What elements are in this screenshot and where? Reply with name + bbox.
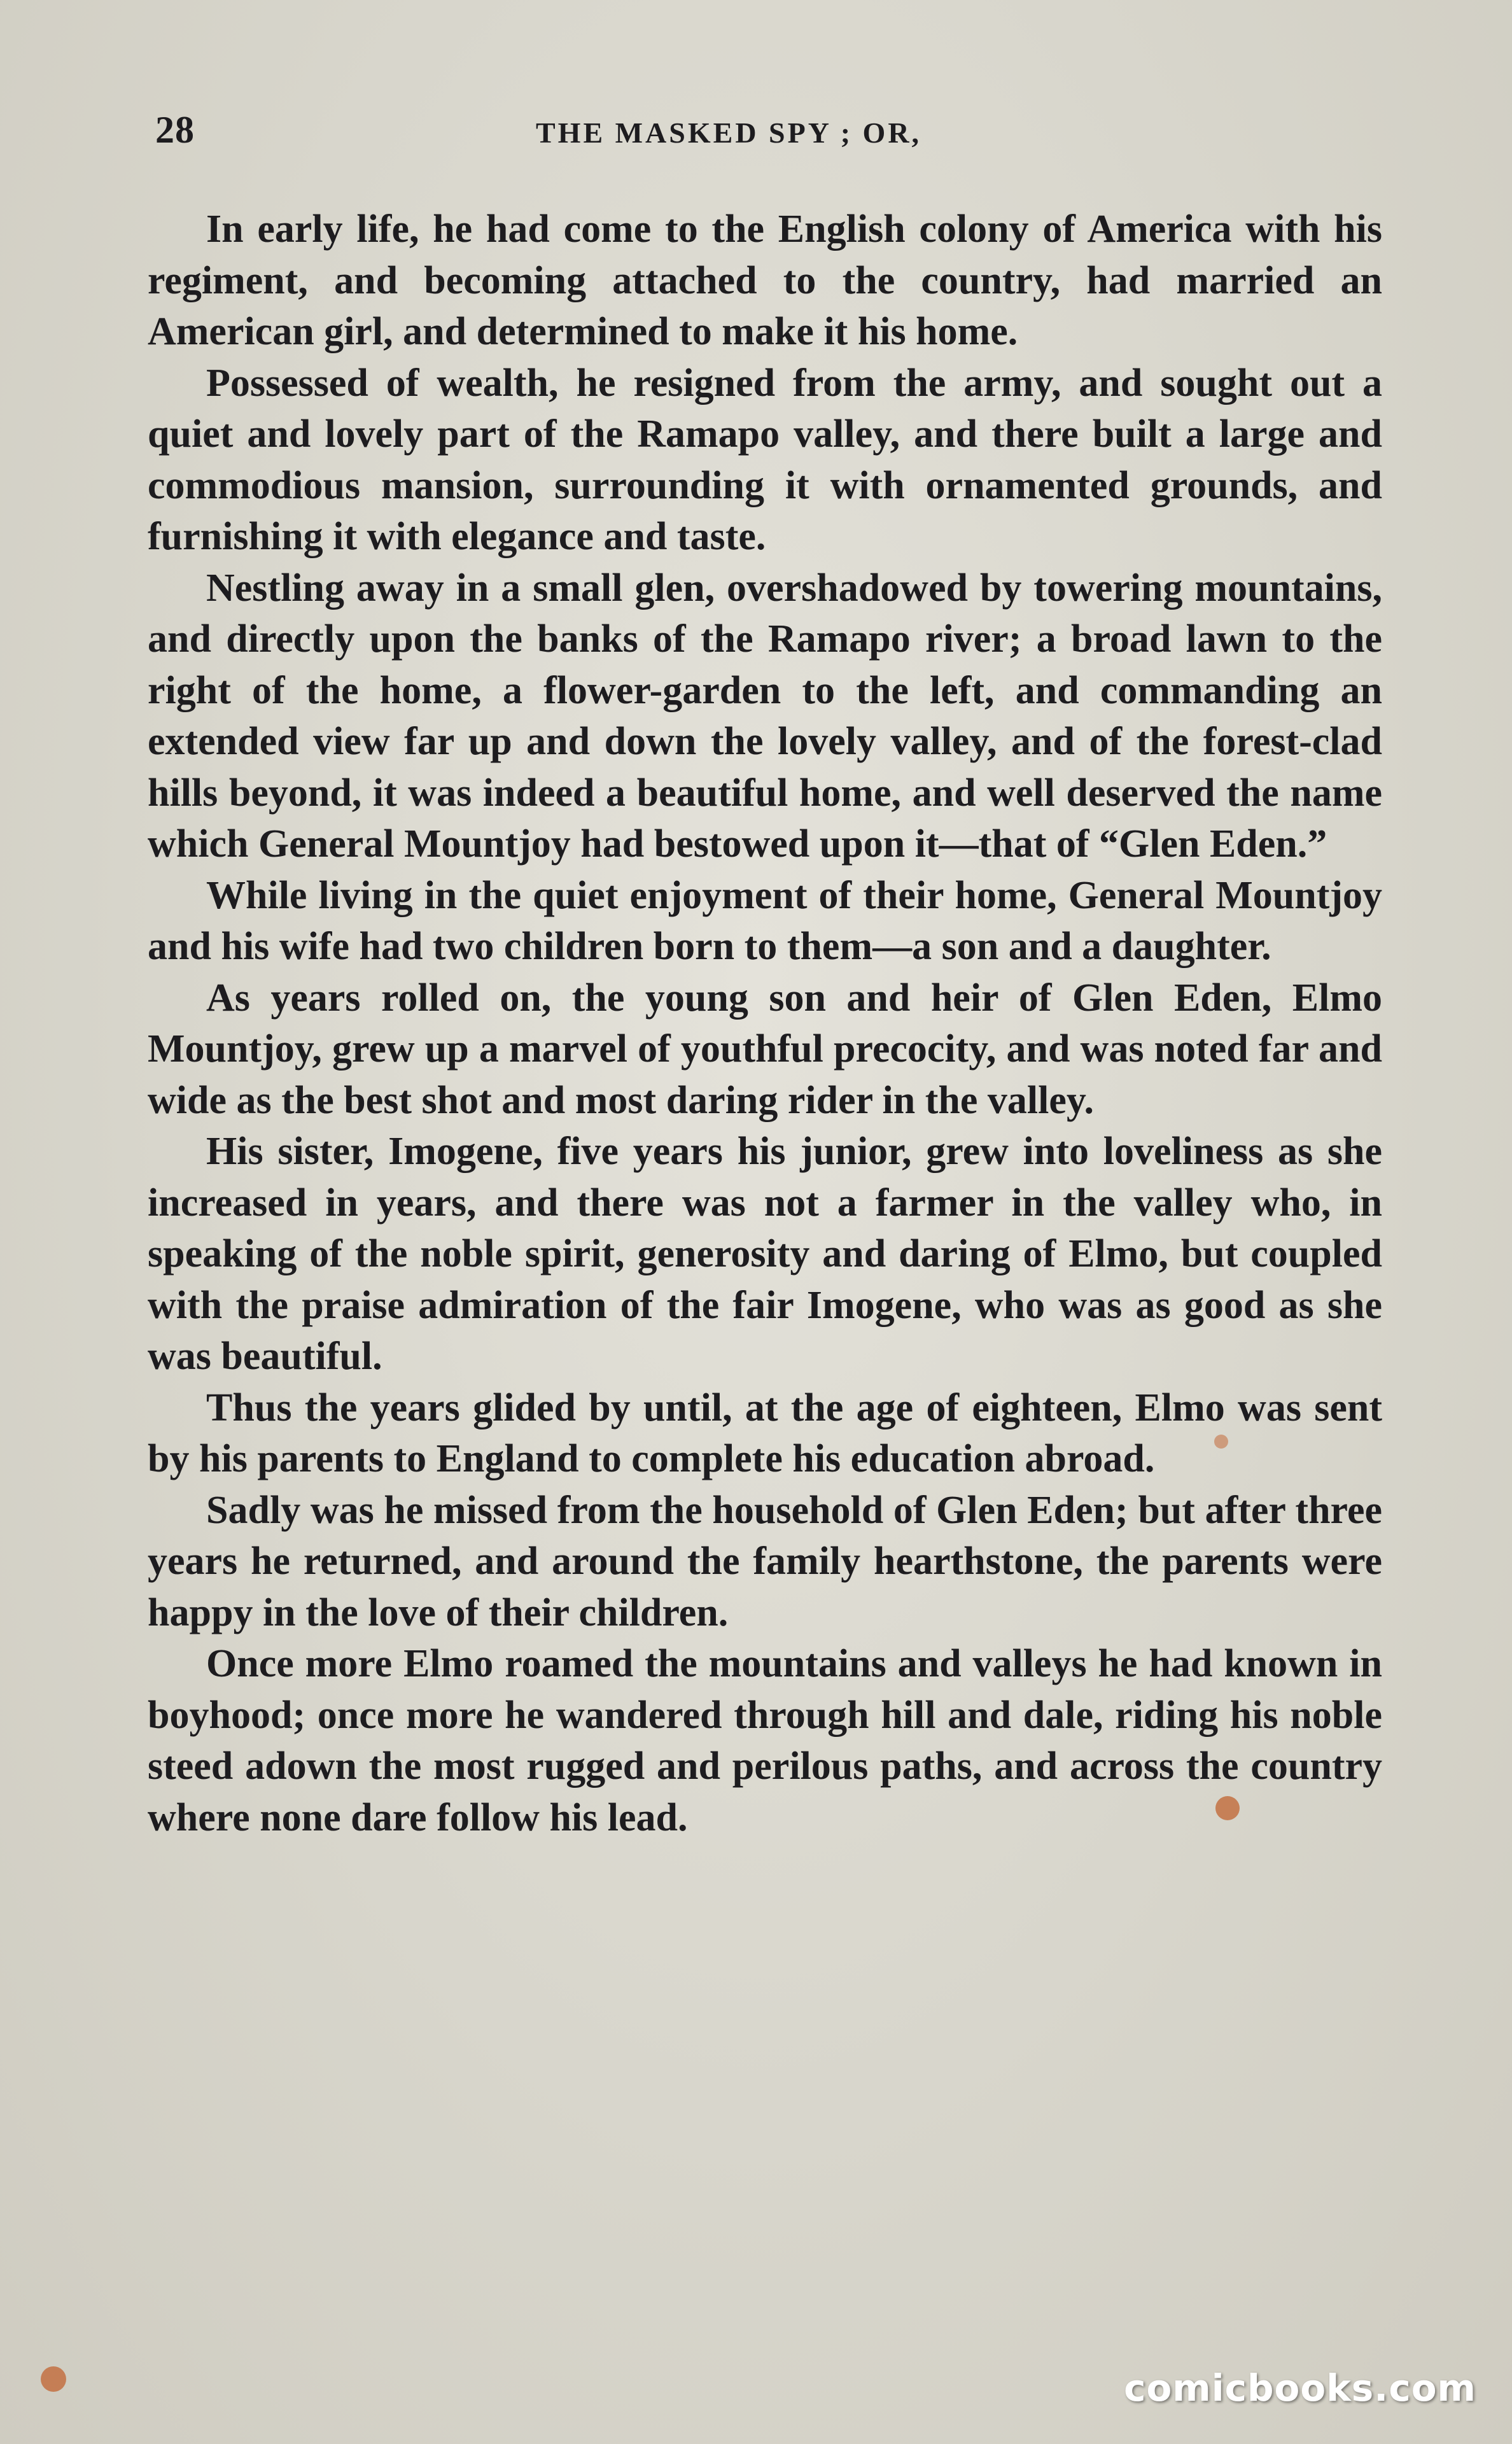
running-head: THE MASKED SPY ; OR, bbox=[536, 116, 922, 149]
watermark: comicbooks.com bbox=[1124, 2366, 1476, 2410]
paragraph: In early life, he had come to the English colony of America with his regiment, and becoming attached to the country, had married an American girl, and determined to make it his home. bbox=[148, 207, 1382, 353]
paragraph: Thus the years glided by until, at the age of eighteen, Elmo was sent by his parents to England to complete his education abroad. bbox=[148, 1386, 1382, 1480]
foxing-spot bbox=[41, 2366, 66, 2392]
paragraph: Sadly was he missed from the household of Glen Eden; but after three years he returned, and around the family hearthstone, the parents were happy in the love of their children. bbox=[148, 1488, 1382, 1634]
paragraph: Possessed of wealth, he resigned from the army, and sought out a quiet and lovely part of the Ramapo valley, and there built a large and commodious mansion, surrounding it with ornamented grounds, and furnishing it with elegance and taste. bbox=[148, 361, 1382, 558]
foxing-spot bbox=[1215, 1796, 1240, 1820]
page-number: 28 bbox=[155, 109, 195, 151]
paragraph: While living in the quiet enjoyment of their home, General Mountjoy and his wife had two children born to them—a son and a daughter. bbox=[148, 873, 1382, 968]
body-text bbox=[148, 204, 1382, 1843]
page-header bbox=[148, 102, 1382, 159]
foxing-spot bbox=[1214, 1435, 1228, 1449]
paragraph: Nestling away in a small glen, overshadowed by towering mountains, and directly upon the banks of the Ramapo river; a broad lawn to the right of the home, a flower-garden to the left, and commanding an extended view far up and down the lovely valley, and of the forest-clad hills beyond, it was indeed a beautiful home, and well deserved the name which General Mountjoy had bestowed upon it—that of “Glen Eden.” bbox=[148, 566, 1382, 866]
paragraph: His sister, Imogene, five years his junior, grew into loveliness as she increased in years, and there was not a farmer in the valley who, in speaking of the noble spirit, generosity and daring of Elmo, but coupled with the praise admiration of the fair Imogene, who was as good as she was beautiful. bbox=[148, 1130, 1382, 1378]
paragraph: As years rolled on, the young son and heir of Glen Eden, Elmo Mountjoy, grew up a marvel of youthful precocity, and was noted far and wide as the best shot and most daring rider in the valley. bbox=[148, 976, 1382, 1122]
paragraph: Once more Elmo roamed the mountains and valleys he had known in boyhood; once more he wandered through hill and dale, riding his noble steed adown the most rugged and perilous paths, and across the country where none dare follow his lead. bbox=[148, 1642, 1382, 1839]
